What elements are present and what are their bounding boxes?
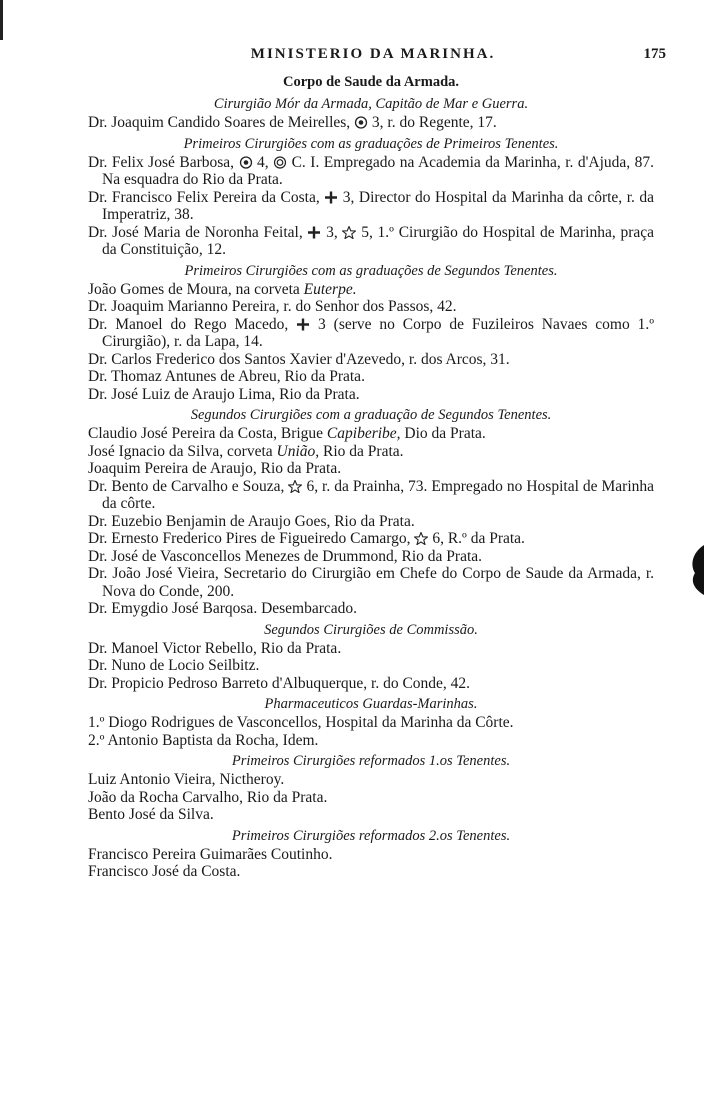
page-number: 175 <box>643 46 666 62</box>
group-heading: Segundos Cirurgiões de Commissão. <box>264 621 478 638</box>
order-medal-icon <box>354 116 368 129</box>
star-order-icon <box>414 532 428 545</box>
group-heading: Primeiros Cirurgiões com as graduações de Segundos Tenentes. <box>184 262 558 279</box>
list-item: Bento José da Silva. <box>88 806 214 823</box>
ship-name: Capiberibe, <box>326 425 401 442</box>
list-item: Dr. Euzebio Benjamin de Araujo Goes, Rio da Prata. <box>88 512 415 530</box>
group-heading: Primeiros Cirurgiões com as graduações de Primeiros Tenentes. <box>183 135 559 152</box>
star-order-icon <box>288 480 302 493</box>
group-heading: Segundos Cirurgiões com a graduação de Segundos Tenentes. <box>190 407 552 423</box>
list-item: João Gomes de Moura, na corveta Euterpe. <box>88 280 357 298</box>
list-item: Dr. Manoel Victor Rebello, Rio da Prata. <box>88 639 342 657</box>
list-item: Dr. Francisco Felix Pereira da Costa, 3, Director do Hospital da Marinha da côrte, r. da Imperatriz, 38. <box>88 188 655 223</box>
list-item: José Ignacio da Silva, corveta União, Rio da Prata. <box>88 442 404 460</box>
list-item: Dr. Thomaz Antunes de Abreu, Rio da Prata. <box>88 368 365 385</box>
list-item: Dr. José Luiz de Araujo Lima, Rio da Prata. <box>88 385 360 403</box>
list-item: Dr. Carlos Frederico dos Santos Xavier d'Azevedo, r. dos Arcos, 31. <box>88 350 510 368</box>
group-heading: Cirurgião Mór da Armada, Capitão de Mar e Guerra. <box>213 96 529 112</box>
list-item: Dr. Nuno de Locio Seilbitz. <box>88 657 260 674</box>
list-item: 2.º Antonio Baptista da Rocha, Idem. <box>88 731 319 749</box>
list-item: Dr. Joaquim Candido Soares de Meirelles, 3, r. do Regente, 17. <box>88 114 497 131</box>
list-item: Dr. Propicio Pedroso Barreto d'Albuquerque, r. do Conde, 42. <box>88 674 471 692</box>
list-item: Dr. José de Vasconcellos Menezes de Drummond, Rio da Prata. <box>88 547 483 565</box>
list-item: Dr. Joaquim Marianno Pereira, r. do Senhor dos Passos, 42. <box>88 298 457 315</box>
page-body <box>88 72 654 881</box>
list-item: Dr. José Maria de Noronha Feital, 3, 5, 1.º Cirurgião do Hospital de Marinha, praça da Constituição, 12. <box>88 223 654 258</box>
list-item: Dr. Emygdio José Barqosa. Desembarcado. <box>88 600 358 617</box>
list-item: Dr. João José Vieira, Secretario do Cirurgião em Chefe do Corpo de Saude da Armada, r. Nova do Conde, 200. <box>88 565 654 600</box>
running-head: MINISTERIO DA MARINHA. <box>250 46 496 62</box>
group-heading: Pharmaceuticos Guardas-Marinhas. <box>264 696 478 712</box>
cross-order-icon <box>296 318 310 331</box>
cross-order-icon <box>307 226 321 239</box>
list-item: 1.º Diogo Rodrigues de Vasconcellos, Hospital da Marinha da Côrte. <box>88 714 514 731</box>
list-item: Dr. Manoel do Rego Macedo, 3 (serve no Corpo de Fuzileiros Navaes como 1.º Cirurgião), r. da Lapa, 14. <box>88 315 655 350</box>
list-item: João da Rocha Carvalho, Rio da Prata. <box>88 788 328 806</box>
list-item: Luiz Antonio Vieira, Nictheroy. <box>88 771 285 788</box>
ring-order-icon <box>273 156 287 169</box>
page-edge-mark <box>0 0 4 40</box>
ship-name: Euterpe. <box>303 280 357 298</box>
list-item: Claudio José Pereira da Costa, Brigue Capiberibe, Dio da Prata. <box>88 425 486 442</box>
star-order-icon <box>342 226 356 239</box>
list-item: Joaquim Pereira de Araujo, Rio da Prata. <box>88 460 342 477</box>
list-item: Dr. Bento de Carvalho e Souza, 6, r. da Prainha, 73. Empregado no Hospital de Marinha da côrte. <box>88 477 655 512</box>
list-item: Dr. Ernesto Frederico Pires de Figueiredo Camargo, 6, R.º da Prata. <box>88 530 525 547</box>
group-heading: Primeiros Cirurgiões reformados 1.os Tenentes. <box>231 753 511 769</box>
section-title: Corpo de Saude da Armada. <box>282 74 460 90</box>
page-header <box>80 46 666 68</box>
cross-order-icon <box>324 191 338 204</box>
page-tear-mark <box>686 545 704 595</box>
ship-name: União, <box>276 442 320 460</box>
list-item: Francisco José da Costa. <box>88 863 241 880</box>
list-item: Dr. Felix José Barbosa, 4, C. I. Empregado na Academia da Marinha, r. d'Ajuda, 87. Na esquadra do Rio da Prata. <box>88 153 655 188</box>
group-heading: Primeiros Cirurgiões reformados 2.os Tenentes. <box>231 827 511 844</box>
list-item: Francisco Pereira Guimarães Coutinho. <box>88 845 333 863</box>
order-medal-icon <box>239 156 253 169</box>
